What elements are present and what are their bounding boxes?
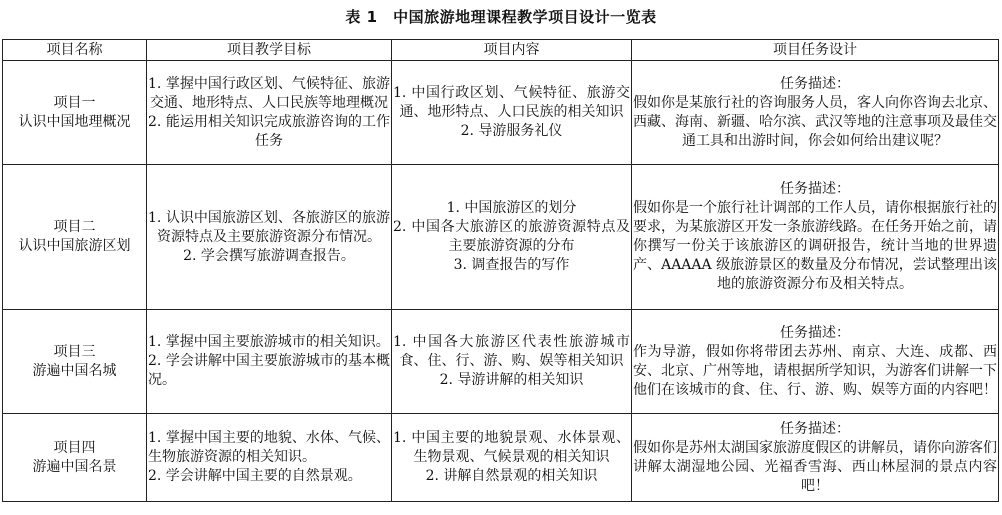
content-cell [392,165,632,310]
project-title: 游遍中国名城 [32,362,117,379]
content-text: 1. 中国各大旅游区代表性旅游城市食、住、行、游、购、娱等相关知识 2. 导游讲解的相关知识 [393,334,630,388]
project-number: 项目三 [53,343,96,360]
task-design-cell [632,165,999,310]
content-text: 1. 中国旅游区的划分 2. 中国各大旅游区的旅游资源特点及主要旅游资源的分布 3. 调查报告的写作 [393,200,630,273]
task-text: 作为导游，假如你将带团去苏州、南京、大连、成都、西安、北京、广州等地，请根据所学知识，为游客们讲解一下他们在该城市的食、住、行、游、购、娱等方面的内容吧！ [633,343,997,398]
header-task-design: 项目任务设计 [632,40,999,61]
goal-text: 1. 掌握中国主要的地貌、水体、气候、生物旅游资源的相关知识。 2. 学会讲解中国主要的自然景观。 [148,430,390,484]
teaching-goal-cell [147,310,392,414]
content-text: 1. 中国行政区划、气候特征、旅游交通、地形特点、人口民族的相关知识 2. 导游服务礼仪 [393,85,630,139]
project-name-cell [3,61,147,165]
content-text: 1. 中国主要的地貌景观、水体景观、生物景观、气候景观的相关知识 2. 讲解自然景观的相关知识 [393,430,630,484]
task-text: 假如你是苏州太湖国家旅游度假区的讲解员，请你向游客们讲解太湖湿地公园、光福香雪海、西山林屋洞的景点内容吧！ [633,439,997,494]
teaching-goal-cell [147,61,392,165]
table-row [3,61,999,165]
teaching-goal-cell [147,165,392,310]
teaching-goal-cell [147,414,392,502]
content-cell [392,414,632,502]
task-design-cell [632,310,999,414]
task-label: 任务描述： [780,324,850,341]
table-row [3,414,999,502]
goal-text: 1. 掌握中国主要旅游城市的相关知识。 2. 学会讲解中国主要旅游城市的基本概况。 [148,334,390,388]
goal-text: 1. 掌握中国行政区划、气候特征、旅游交通、地形特点、人口民族等地理概况 2. 能运用相关知识完成旅游咨询的工作任务 [148,75,390,149]
content-cell [392,310,632,414]
task-design-cell [632,61,999,165]
project-name-cell [3,414,147,502]
task-text: 假如你是某旅行社的咨询服务人员，客人向你咨询去北京、西藏、海南、新疆、哈尔滨、武汉等地的注意事项及最佳交通工具和出游时间，你会如何给出建议呢？ [633,94,997,149]
project-title: 认识中国地理概况 [18,113,131,130]
content-cell [392,61,632,165]
project-number: 项目一 [53,94,96,111]
header-row [3,40,999,61]
task-label: 任务描述： [780,181,850,197]
project-title: 游遍中国名景 [32,458,117,475]
header-project-name: 项目名称 [3,40,147,61]
table-row [3,310,999,414]
project-number: 项目四 [53,439,96,456]
table-caption: 表 1 中国旅游地理课程教学项目设计一览表 [345,8,657,26]
project-name-cell [3,165,147,310]
project-number: 项目二 [53,219,96,235]
header-project-content: 项目内容 [392,40,632,61]
task-text: 假如你是一个旅行社计调部的工作人员，请你根据旅行社的要求，为某旅游区开发一条旅游线路。在任务开始之前，请你撰写一份关于该旅游区的调研报告，统计当地的世界遗产、AAAAA 级旅游景区的数量及分布情况，尝试整理出该地的旅游资源分布及相关特点。 [633,200,997,292]
header-teaching-goal: 项目教学目标 [147,40,392,61]
task-label: 任务描述： [780,420,850,437]
task-design-cell [632,414,999,502]
table-row [3,165,999,310]
goal-text: 1. 认识中国旅游区划、各旅游区的旅游资源特点及主要旅游资源分布情况。 2. 学会撰写旅游调查报告。 [148,209,390,264]
task-label: 任务描述： [780,75,850,92]
project-title: 认识中国旅游区划 [18,238,131,254]
project-design-table [2,39,999,502]
project-name-cell [3,310,147,414]
